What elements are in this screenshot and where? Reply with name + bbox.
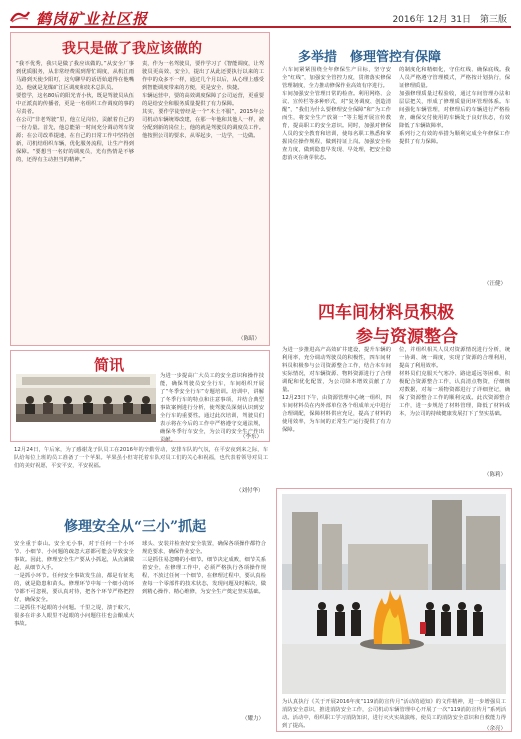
article-2-title: 多举措 修理管控有保障 <box>298 50 442 65</box>
article-1-col2: 责，作为一名驾驶员，要作学习了《智能调度，让驾驶员更高效、安全》，提出了从此还要执行以来的工作中的众多不一样，通过几个月以后，从心理上感受到智能调度带来的方便，更是安全、快捷。 车辆运营中，要的高效调度保障了公司运营，更重要的是给安全和服务质量提供了有力保障。 其实，要作学徒曾经是一个“木土不服”，2015年公司机动车辆统筹改建，在那一年他和其他人一样，被分配到新的岗位上，他的就是驾驶员的调度员工作。他按照公司的要求，从零起步，一边学，一边做。 <box>142 61 264 139</box>
brief-bottom-author: （刘付华） <box>236 488 264 494</box>
brief-bottom-text: 12月24日，午后家，为了感谢龙子队员工在2016年的辛勤劳动，安排车队的气氛，在平安夜到来之际，车队给每位上班的员工准备了一个苹果。苹果虽小但寄托着车队对员工们的关心和祝福，也代表着领导对员工们的美好祝愿，平安平安，平安祝福。 <box>14 447 268 469</box>
meeting-photo <box>16 374 156 422</box>
article-3-author: （陈莉） <box>484 472 507 478</box>
article-4-col2: 球头、安装并检查好安全装置，确保各项操作都符合规范要求，确保作业安全。 三是抓住易忽略的小细节。细节决定成败，细节关系着安全，在修理工作中，必须严格执行各项操作规程，不放过任何一个细节，在修理过程中，要认真检查每一个零部件的技术状态，发现问题及时解决，做到精心操作、精心维修，为安全生产奠定坚实基础。 <box>142 541 266 595</box>
article-3-title-line2: 参与资源整合 <box>356 327 458 347</box>
article-3-col1: 为进一步推进高产高效矿井建设，提升车辆的利用率，充分调动驾驶员的积极性，四车间材料员积极参与公司资源整合工作，结合本车间实际情况，对车辆资源、物料资源进行了合理调配和优化配置，为公司降本增效贡献了力量。 12月23日下午，由资源管理中心统一组织，四车间材料员在内外部单位各个组成单元中进行合理调配，保障材料供应充足，提高了材料的使用效率，为车间的正常生产运行提供了有力保障。 <box>282 347 391 433</box>
newspaper-logo: 鹤岗矿业社区报 <box>36 10 149 28</box>
article-3-title-line1: 四车间材料员积极 <box>318 303 454 323</box>
date-edition: 2016年 12月 31日 第三版 <box>392 15 507 25</box>
brief-title: 简讯 <box>94 356 125 374</box>
fire-drill-photo <box>282 494 506 694</box>
article-2-col1: 六车间紧紧围绕全年修保生产目标，坚守安全“红线”，加强安全管控力度，贯彻落实修保管理制度，全力推动修保作业高效有序进行。 车间加强安全管理日常的检查。利用网络、会议、宣传栏等多种形式，对“复务调度、创造清醒”，“我们为什么要修理安全保障”和“为工作而生，将安全生产放第一”等主题开展宣传教育，提高职工的安全意识。同时，加强对修保人员的安全教育和培训，使每名职工熟悉和掌握岗位操作规程，做到持证上岗。加强安全检查力度，做到隐患早发现、早处理，把安全隐患消灭在萌芽状态。 <box>282 67 391 161</box>
photo-caption: 为认真执行《关于开展2016年度“119消防宣传月”活动的通知》的文件精神，进一步增强员工消防安全意识，推进消防安全工作，公司机动车辆管理中心开展了一次“119消防宣传月”系列活动。活动中，组织职工学习消防知识，进行灭火实战演练，使员工的消防安全意识和自救能力得到了提高。 <box>282 699 506 729</box>
page-header <box>10 6 511 28</box>
article-3-col2: 位，并组织相关人员对资源情况进行分析，统一协调、统一调度，实现了资源的合理利用，提高了利用效率。 材料员们克服天气寒冷、路途遥远等困难，积极配合资源整合工作，认真清点物资，仔细核对数据，对每一项物资都进行了详细登记，确保了资源整合工作的顺利完成。此次资源整合工作，进一步规范了材料管理，降低了材料成本，为公司的持续健康发展打下了坚实基础。 <box>399 347 510 417</box>
article-2-col2: 的制度化和精细化，守住红线、确保底线。我人员严格遵守管理模式，严格按计划执行，保证修理质量。 加强修理质量过程验收，通过车间管理办法和层层把关，形成了修理质量闭环管理体系。车间强化车辆管理，对修理后的车辆进行严格检查，确保交付使用的车辆处于良好状态，有效降低了车辆故障率。 系列行之有效的举措为顺利完成全年修保工作提供了有力保障。 <box>399 67 510 145</box>
article-4-title: 修理安全从“三小”抓起 <box>64 519 207 535</box>
article-1-title: 我只是做了我应该做的 <box>62 41 202 57</box>
meeting-photo-image <box>16 374 156 422</box>
article-1-author: （陈昭） <box>238 336 261 342</box>
brief-body: 为进一步提高广大员工的安全意识和操作技能，确保驾驶员安全行车，车间组织开展了“冬季安全行车”专题培训。培训中，讲解了冬季行车的特点和注意事项，并结合典型事故案例进行分析，使驾驶员深刻认识到安全行车的重要性。通过此次培训，驾驶员们表示将在今后的工作中严格遵守交通法规，确保冬季行车安全，为公司的安全生产作出贡献。 <box>160 373 264 443</box>
brief-author: （李东） <box>240 434 263 440</box>
article-4-col1: 安全重于泰山。安全无小事，对于任何一个小环节、小细节、小问题的疏忽大意都可能会导致安全事故。因此，修理安全生产要从小抓起，从点滴做起，从细节入手。 一是抓小环节。任何安全事故发生前，都是有征兆的，就是隐患和苗头。修理环节中每一个细小的环节都不可忽视，要认真对待，把各个环节严格把控好，确保安全。 二是抓住不起眼的小问题。千里之堤，溃于蚁穴，很多在许多人眼里不起眼的小问题往往也会酿成大事故。 <box>14 541 134 627</box>
article-4-author: （耀力） <box>242 716 265 722</box>
logo-icon <box>10 10 30 23</box>
article-1-col1: “我不优秀，我只是做了我应该做的。”从安全厂事到优质服务，从非常经费需到帮忙调度，从机江雨马路到天使少阳叮，这句聊早的话语始道得在他嘴边。他就是龙煤矿江区调度和技术总队员。 要偿学，这名80后的阳光青小伙，既是驾驶员从伍中正派真的传播者，更是一名组织工作调度的事的尽责者。 在公司“非老驾驶”里，他立足岗位，贡献着自己的一份力量。首先，他总能第一时间充分调动驾车资源；在公司改革提速，在自己的日常工作中坚持创新，司机结组织车辆，优化服务流程，让生产得到保障。“要想当一名好的调度员，光有热情是不够的，还得有主动担当的精神。” <box>16 61 134 163</box>
photo-caption-author: （余亮） <box>484 726 507 732</box>
fire-drill-photo-image <box>282 494 506 694</box>
article-2-author: （汪健） <box>484 281 507 287</box>
